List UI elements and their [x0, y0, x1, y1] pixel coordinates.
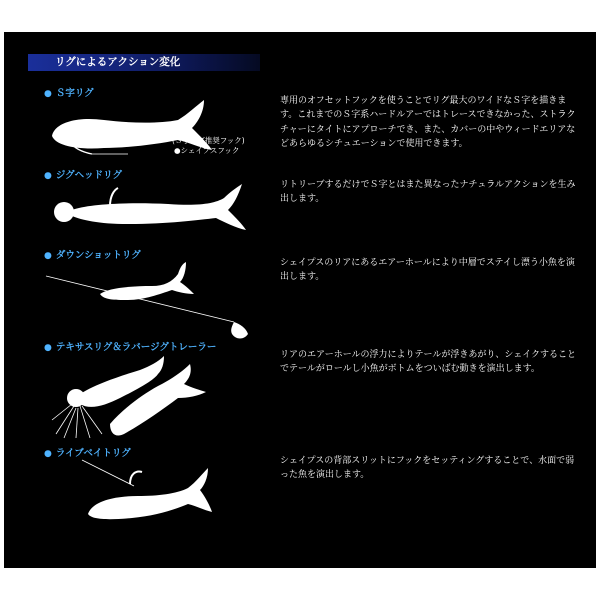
section-title-texas-rig: ● テキサスリグ＆ラバージグトレーラー — [44, 342, 217, 353]
section-title-dropshot-rig: ● ダウンショットリグ — [44, 250, 141, 261]
dropshot-lure-illustration — [44, 260, 256, 340]
section-title-s-rig: ● Ｓ字リグ — [44, 88, 94, 99]
bullet-icon: ● — [44, 89, 52, 99]
bullet-icon: ● — [44, 251, 52, 261]
bullet-icon: ● — [44, 449, 52, 459]
hook-recommendation-note: (Ｓ字リグ推奨フック) — [172, 136, 245, 145]
hook-name-note: ●シェイプスフック — [174, 146, 240, 155]
livebait-lure-illustration — [78, 458, 214, 524]
section-description-jighead-rig: リトリーブするだけでＳ字とはまた異なったナチュラルアクションを生み出します。 — [280, 180, 576, 205]
section-title-livebait-rig: ● ライブベイトリグ — [44, 448, 131, 459]
texas-rig-lure-illustration — [50, 354, 210, 440]
section-description-texas-rig: リアのエアーホールの浮力によりテールが浮きあがり、シェイクすることでテールがロールし小魚がボトムをついばむ動きを演出します。 — [280, 350, 577, 375]
rig-action-panel — [4, 32, 596, 568]
jighead-lure-illustration — [48, 182, 248, 234]
bullet-icon: ● — [44, 343, 52, 353]
section-title-jighead-rig: ● ジグヘッドリグ — [44, 170, 122, 181]
section-description-livebait-rig: シェイプスの背部スリットにフックをセッティングすることで、水面で弱った魚を演出します。 — [280, 456, 575, 481]
section-header — [28, 54, 260, 71]
page-title: リグによるアクション変化 — [55, 56, 181, 68]
bullet-icon: ● — [44, 171, 52, 181]
section-description-dropshot-rig: シェイプスのリアにあるエアーホールにより中層でステイし漂う小魚を演出します。 — [280, 258, 575, 283]
section-description-s-rig: 専用のオフセットフックを使うことでリグ最大のワイドなＳ字を描きます。これまでのＳ字系ハードルアーではトレースできなかった、ストラクチャーにタイトにアプローチでき、また、カバーの中やウィードエリアなどあらゆるシチュエーションで使用できます。 — [280, 96, 576, 149]
